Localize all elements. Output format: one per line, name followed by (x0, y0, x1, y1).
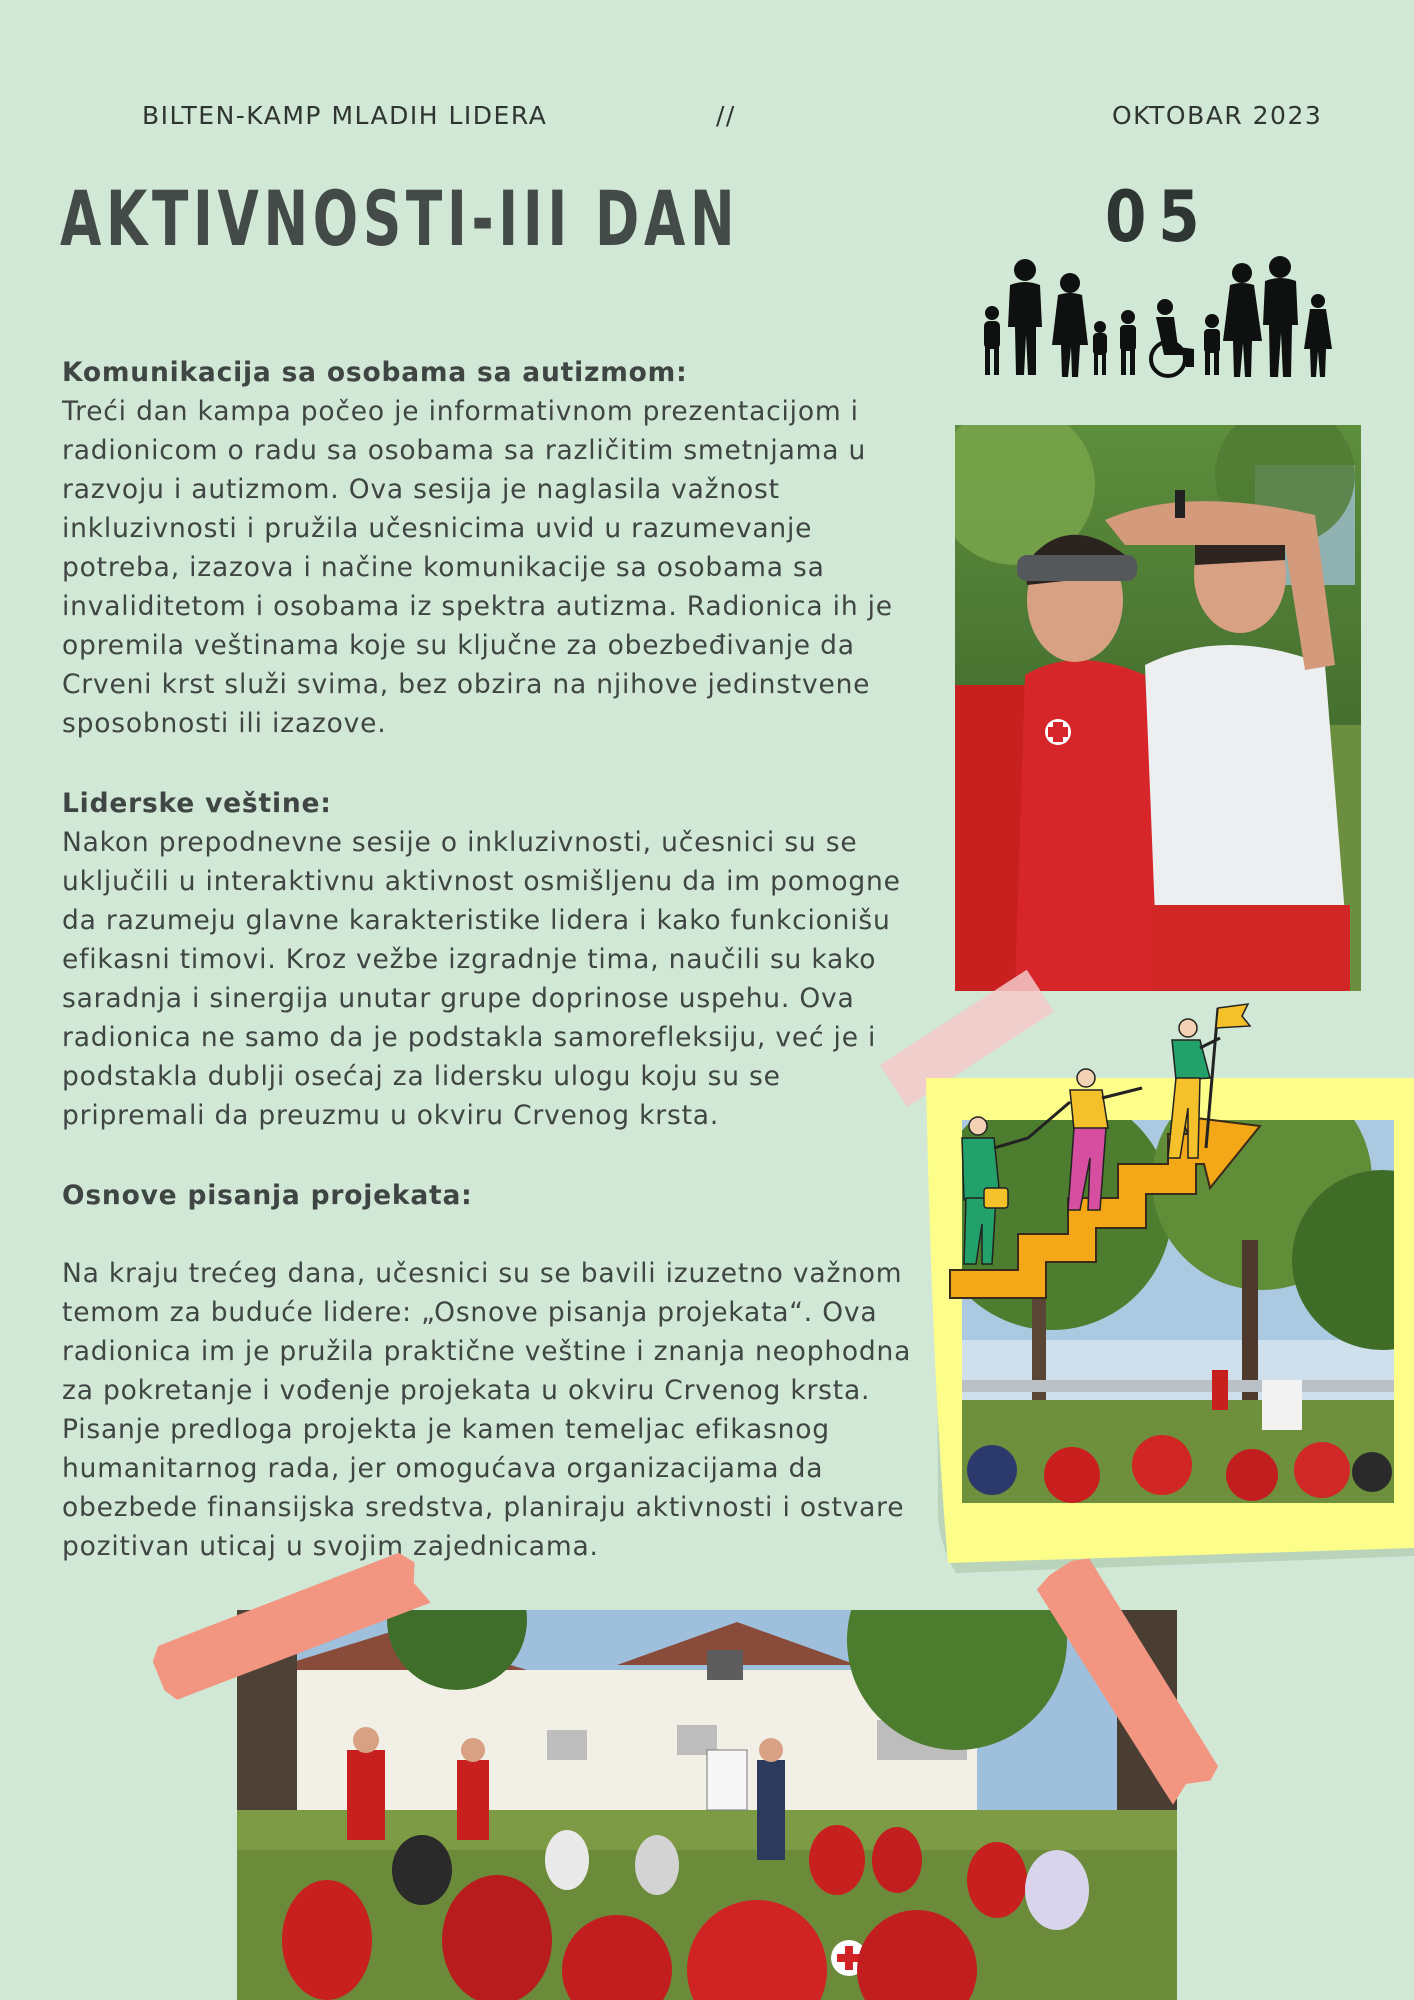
section-leadership (62, 784, 922, 1135)
section-heading: Osnove pisanja projekata: (62, 1180, 473, 1211)
section-heading: Liderske veštine: (62, 788, 332, 819)
section-paragraph: Na kraju trećeg dana, učesnici su se bavili izuzetno važnom temom za buduće lidere: „Osnove pisanja projekata“. Ova radionica im je pružila praktične veštine i znanja neophodna za pokretanje i vođenje projekata u okviru Crvenog krsta. Pisanje predloga projekta je kamen temeljac efikasnog humanitarnog rada, jer omogućava organizacijama da obezbede finansijska sredstva, planiraju aktivnosti i ostvare pozitivan uticaj u svojim zajednicama. (62, 1258, 912, 1562)
photo-blindfold-activity (955, 425, 1361, 991)
section-projects (62, 1176, 922, 1566)
page-number: 05 (1105, 176, 1212, 258)
section-heading: Komunikacija sa osobama sa autizmom: (62, 357, 688, 388)
climbing-stairs-illustration (948, 998, 1268, 1300)
section-paragraph: Nakon prepodnevne sesije o inkluzivnosti, učesnici su se uključili u interaktivnu aktivnost osmišljenu da im pomogne da razumeju glavne karakteristike lidera i kako funkcionišu efikasni timovi. Kroz vežbe izgradnje tima, naučili su kako saradnja i sinergija unutar grupe doprinose uspehu. Ova radionica ne samo da je podstakla samorefleksiju, već je i podstakla dublji osećaj za lidersku ulogu koju su se pripremali da preuzmu u okviru Crvenog krsta. (62, 827, 901, 1131)
page-title: AKTIVNOSTI-III DAN (60, 174, 740, 263)
photo-group-circle (237, 1610, 1177, 2000)
family-silhouette-icon (980, 255, 1336, 380)
section-paragraph: Treći dan kampa počeo je informativnom prezentacijom i radionicom o radu sa osobama sa različitim smetnjama u razvoju i autizmom. Ova sesija je naglasila važnost inkluzivnosti i pružila učesnicima uvid u razumevanje potreba, izazova i načine komunikacije sa osobama sa invaliditetom i osobama iz spektra autizma. Radionica ih je opremila veštinama koje su ključne za obezbeđivanje da Crveni krst služi svima, bez obzira na njihove jedinstvene sposobnosti ili izazove. (62, 396, 893, 739)
newsletter-name: BILTEN-KAMP MLADIH LIDERA (142, 101, 548, 130)
header-separator: // (716, 101, 736, 130)
newsletter-date: OKTOBAR 2023 (1112, 101, 1323, 130)
section-autism (62, 353, 922, 743)
